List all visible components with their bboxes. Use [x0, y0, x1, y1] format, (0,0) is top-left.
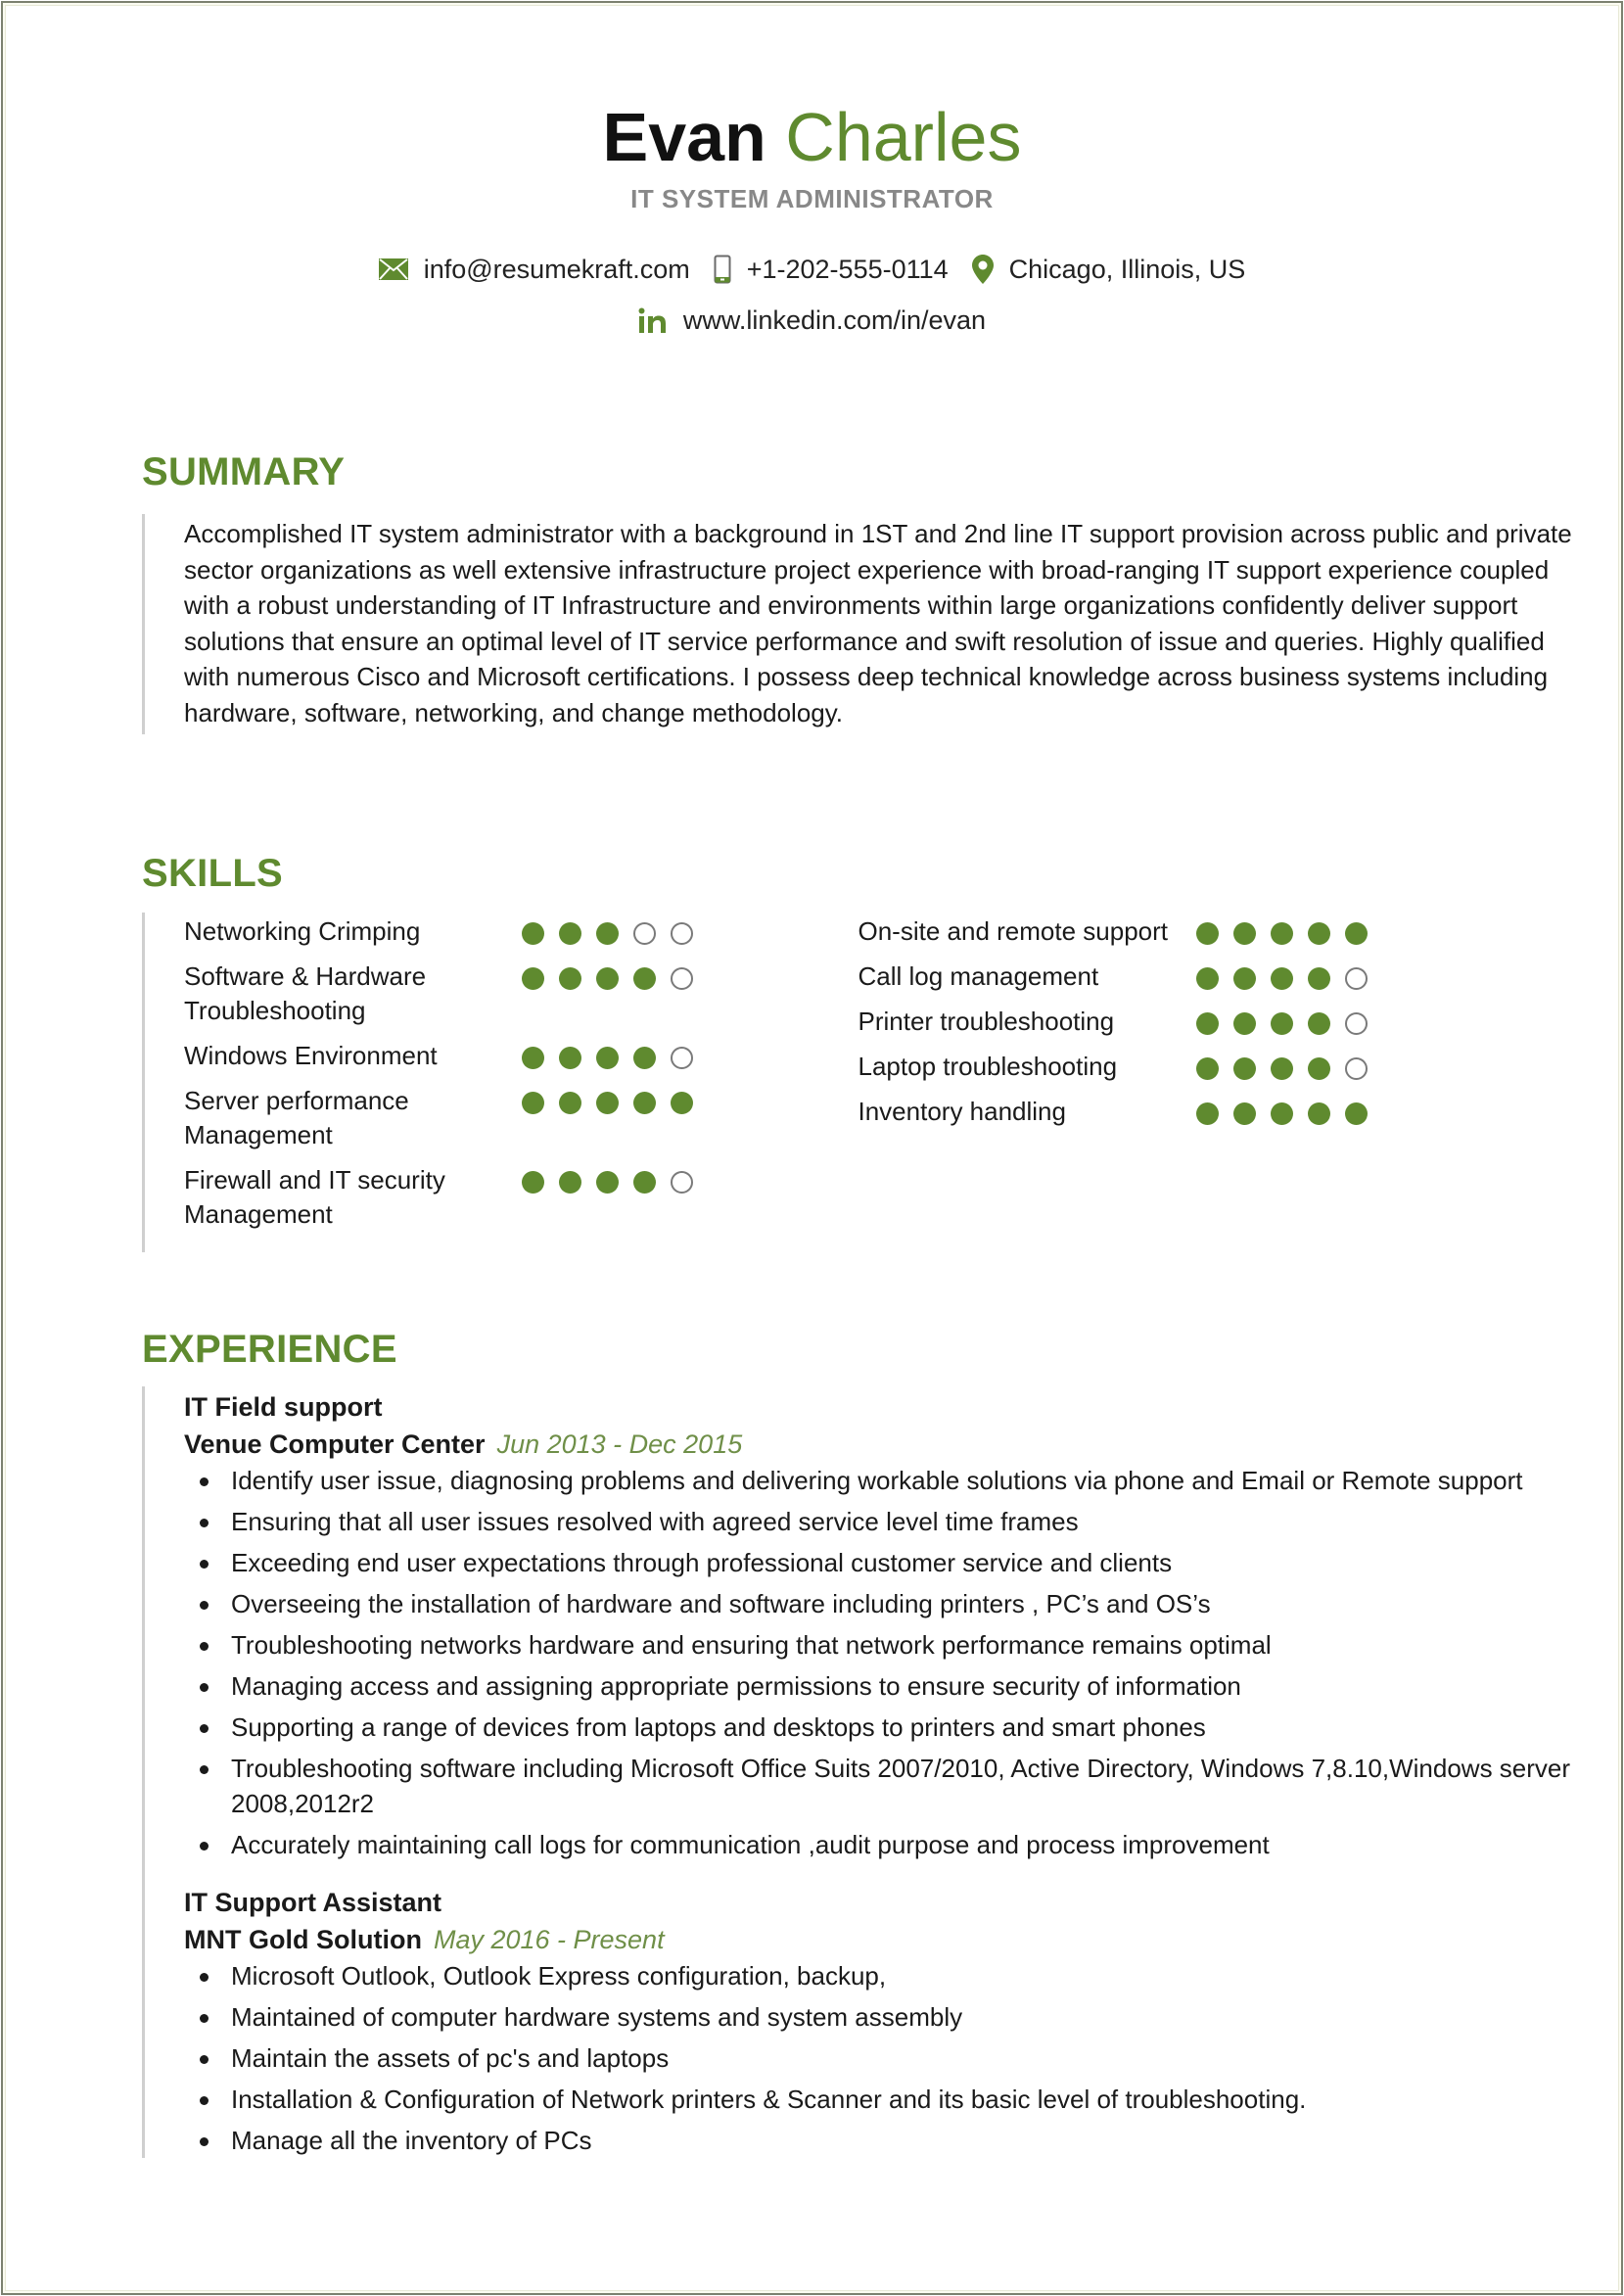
rating-dot-filled-icon — [1233, 1057, 1256, 1080]
summary-heading: SUMMARY — [142, 450, 346, 493]
skill-row — [858, 1005, 1533, 1039]
job-dates: May 2016 - Present — [433, 1925, 665, 1954]
rating-dot-filled-icon — [1308, 1102, 1330, 1125]
skill-row — [184, 1084, 858, 1152]
skill-name: Windows Environment — [184, 1041, 438, 1070]
skill-rating — [522, 960, 708, 990]
skill-name: Server performance Management — [184, 1086, 409, 1149]
skills-grid — [184, 913, 1532, 1252]
skill-name: On-site and remote support — [858, 916, 1168, 946]
candidate-name — [0, 96, 1624, 178]
skills-column-left — [184, 914, 858, 1242]
rating-dot-empty-icon — [671, 967, 693, 990]
skill-name: Printer troubleshooting — [858, 1007, 1115, 1036]
rating-dot-empty-icon — [671, 1047, 693, 1069]
job-title: IT SYSTEM ADMINISTRATOR — [630, 184, 994, 213]
job-entry — [184, 1884, 1532, 2158]
rating-dot-filled-icon — [633, 1092, 656, 1114]
experience-heading: EXPERIENCE — [142, 1328, 397, 1371]
rating-dot-filled-icon — [1345, 922, 1368, 945]
rating-dot-filled-icon — [1196, 1102, 1219, 1125]
resume-header — [0, 96, 1624, 340]
linkedin-icon — [638, 307, 668, 333]
rating-dot-filled-icon — [1308, 922, 1330, 945]
skill-rating — [1196, 1095, 1382, 1125]
rating-dot-empty-icon — [1345, 1012, 1368, 1035]
job-role: IT Support Assistant — [184, 1888, 442, 1917]
skill-rating — [1196, 960, 1382, 990]
bullet-item: Troubleshooting software including Microsoft Office Suits 2007/2010, Active Directory, Windows 7,8.10,Windows server 2008,2012r2 — [184, 1751, 1574, 1821]
skill-row — [858, 914, 1533, 949]
bullet-item: Manage all the inventory of PCs — [184, 2123, 1574, 2158]
skill-row — [184, 960, 858, 1028]
job-bullets — [184, 1958, 1532, 2158]
rating-dot-filled-icon — [559, 1092, 581, 1114]
bullet-item: Microsoft Outlook, Outlook Express configuration, backup, — [184, 1958, 1574, 1993]
skill-name: Firewall and IT security Management — [184, 1165, 445, 1229]
contact-row-2 — [0, 301, 1624, 340]
company-name: Venue Computer Center — [184, 1429, 486, 1459]
rating-dot-filled-icon — [1345, 1102, 1368, 1125]
rating-dot-filled-icon — [1196, 967, 1219, 990]
first-name: Evan — [602, 99, 766, 175]
rating-dot-filled-icon — [1196, 922, 1219, 945]
rating-dot-filled-icon — [1271, 967, 1293, 990]
skill-rating — [522, 1039, 708, 1069]
rating-dot-filled-icon — [1233, 922, 1256, 945]
rating-dot-filled-icon — [633, 967, 656, 990]
summary-text: Accomplished IT system administrator with a background in 1ST and 2nd line IT support provision across public and private sector organizations as well extensive infrastructure project experience with broad-ranging IT support experience coupled with a robust understanding of IT Infrastructure and environments within large organizations confidently deliver support solutions that ensure an optimal level of IT service performance and swift resolution of issue and queries. Highly qualified with numerous Cisco and Microsoft certifications. I possess deep technical knowledge across business systems including hardware, software, networking, and change methodology. — [184, 519, 1572, 727]
rating-dot-filled-icon — [559, 1171, 581, 1194]
linkedin-text: www.linkedin.com/in/evan — [682, 305, 987, 335]
skill-row — [858, 1095, 1533, 1129]
rating-dot-filled-icon — [1271, 1102, 1293, 1125]
rating-dot-filled-icon — [1196, 1057, 1219, 1080]
bullet-item: Installation & Configuration of Network printers & Scanner and its basic level of troubleshooting. — [184, 2082, 1574, 2117]
skill-name: Inventory handling — [858, 1097, 1066, 1126]
skill-name: Software & Hardware Troubleshooting — [184, 961, 427, 1025]
experience-section — [142, 1326, 1571, 2179]
skills-heading: SKILLS — [142, 852, 284, 895]
skill-row — [184, 914, 858, 949]
map-pin-icon — [972, 255, 994, 284]
rating-dot-filled-icon — [559, 1047, 581, 1069]
bullet-item: Managing access and assigning appropriate permissions to ensure security of information — [184, 1668, 1574, 1704]
skill-row — [858, 1050, 1533, 1084]
bullet-item: Ensuring that all user issues resolved with agreed service level time frames — [184, 1504, 1574, 1539]
contact-location — [972, 255, 1246, 285]
skill-name: Call log management — [858, 961, 1099, 991]
job-bullets — [184, 1463, 1571, 1862]
company-name: MNT Gold Solution — [184, 1925, 422, 1954]
skill-row — [184, 1039, 858, 1073]
job-role: IT Field support — [184, 1392, 383, 1422]
contact-email[interactable] — [379, 255, 690, 285]
rating-dot-filled-icon — [596, 922, 619, 945]
rating-dot-filled-icon — [596, 1047, 619, 1069]
bullet-item: Maintained of computer hardware systems and system assembly — [184, 1999, 1574, 2035]
rating-dot-empty-icon — [1345, 1057, 1368, 1080]
rating-dot-filled-icon — [559, 967, 581, 990]
mobile-phone-icon — [714, 255, 731, 284]
rating-dot-filled-icon — [522, 922, 544, 945]
skill-row — [184, 1163, 858, 1232]
job-company-line — [184, 1426, 1532, 1463]
rating-dot-filled-icon — [671, 1092, 693, 1114]
skill-rating — [522, 914, 708, 945]
bullet-item: Identify user issue, diagnosing problems and delivering workable solutions via phone and Email or Remote support — [184, 1463, 1574, 1498]
skill-row — [858, 960, 1533, 994]
rating-dot-empty-icon — [1345, 967, 1368, 990]
skill-rating — [522, 1084, 708, 1114]
skill-name: Laptop troubleshooting — [858, 1052, 1118, 1081]
skill-rating — [522, 1163, 708, 1194]
rating-dot-filled-icon — [1196, 1012, 1219, 1035]
rating-dot-empty-icon — [633, 922, 656, 945]
contact-linkedin[interactable] — [638, 305, 986, 336]
rating-dot-filled-icon — [1308, 967, 1330, 990]
rating-dot-empty-icon — [671, 922, 693, 945]
rating-dot-filled-icon — [1233, 1012, 1256, 1035]
rating-dot-filled-icon — [522, 1092, 544, 1114]
bullet-item: Maintain the assets of pc's and laptops — [184, 2040, 1574, 2076]
skills-body — [142, 913, 1532, 1252]
summary-section — [142, 448, 1572, 734]
envelope-icon — [379, 258, 408, 280]
rating-dot-filled-icon — [1271, 1057, 1293, 1080]
rating-dot-filled-icon — [596, 1092, 619, 1114]
rating-dot-filled-icon — [1233, 967, 1256, 990]
contact-phone[interactable] — [714, 255, 949, 285]
email-text: info@resumekraft.com — [423, 254, 690, 284]
skills-column-right — [858, 914, 1533, 1242]
bullet-item: Exceeding end user expectations through professional customer service and clients — [184, 1545, 1574, 1580]
phone-text: +1-202-555-0114 — [746, 254, 949, 284]
bullet-item: Supporting a range of devices from laptops and desktops to printers and smart phones — [184, 1710, 1574, 1745]
rating-dot-filled-icon — [1233, 1102, 1256, 1125]
rating-dot-filled-icon — [633, 1047, 656, 1069]
skill-rating — [1196, 914, 1382, 945]
job-entry — [184, 1388, 1571, 1862]
location-text: Chicago, Illinois, US — [1008, 254, 1246, 284]
rating-dot-empty-icon — [671, 1171, 693, 1194]
skills-section — [142, 850, 1532, 1252]
rating-dot-filled-icon — [1308, 1057, 1330, 1080]
rating-dot-filled-icon — [1308, 1012, 1330, 1035]
skill-name: Networking Crimping — [184, 916, 421, 946]
rating-dot-filled-icon — [522, 1047, 544, 1069]
bullet-item: Overseeing the installation of hardware and software including printers , PC’s and OS’s — [184, 1586, 1574, 1621]
rating-dot-filled-icon — [522, 1171, 544, 1194]
rating-dot-filled-icon — [1271, 1012, 1293, 1035]
contact-row — [0, 250, 1624, 289]
rating-dot-filled-icon — [633, 1171, 656, 1194]
job-company-line — [184, 1921, 1532, 1958]
job-dates: Jun 2013 - Dec 2015 — [496, 1429, 743, 1459]
last-name: Charles — [785, 99, 1022, 175]
skill-rating — [1196, 1050, 1382, 1080]
rating-dot-filled-icon — [596, 1171, 619, 1194]
skill-rating — [1196, 1005, 1382, 1035]
bullet-item: Accurately maintaining call logs for communication ,audit purpose and process improvement — [184, 1827, 1574, 1862]
rating-dot-filled-icon — [522, 967, 544, 990]
rating-dot-filled-icon — [559, 922, 581, 945]
experience-body — [142, 1386, 1571, 2158]
summary-body — [142, 514, 1572, 734]
rating-dot-filled-icon — [596, 967, 619, 990]
bullet-item: Troubleshooting networks hardware and ensuring that network performance remains optimal — [184, 1627, 1574, 1663]
rating-dot-filled-icon — [1271, 922, 1293, 945]
